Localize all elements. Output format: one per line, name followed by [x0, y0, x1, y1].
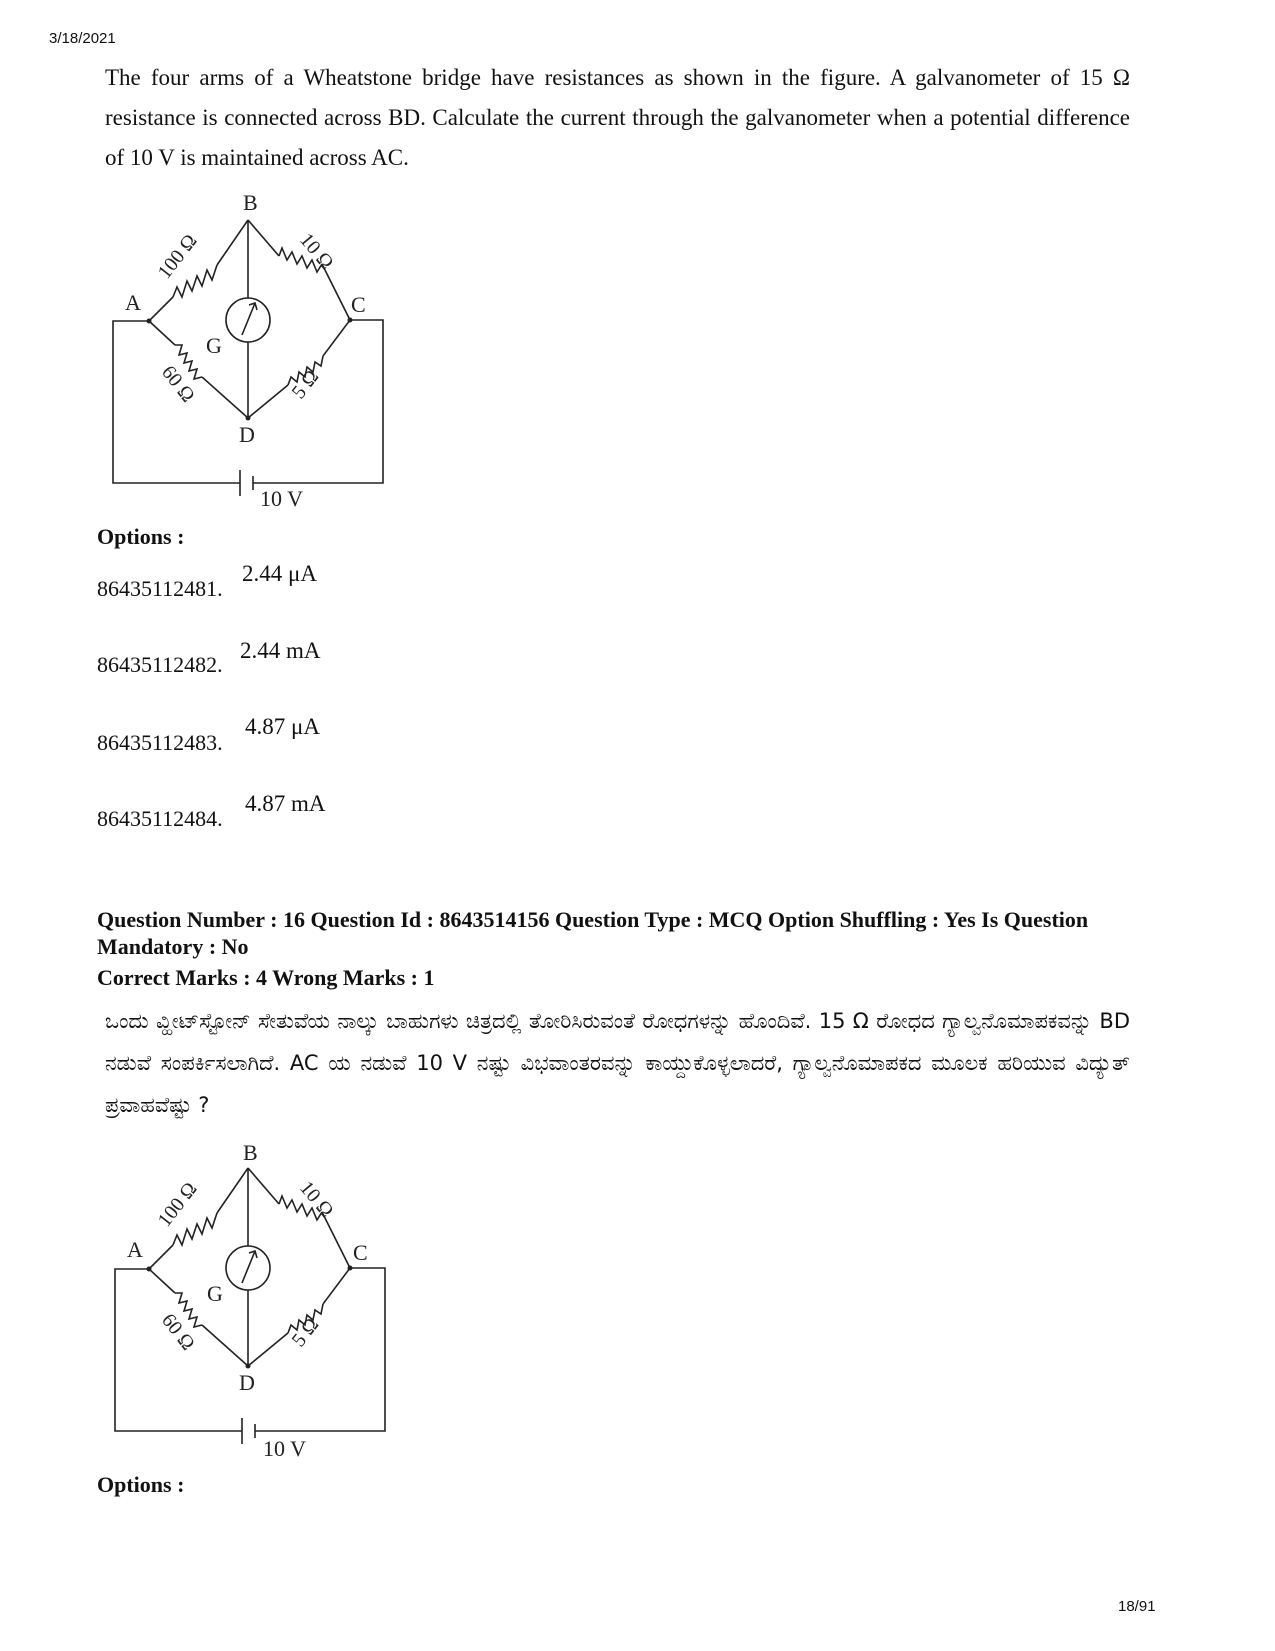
question-16-marks: Correct Marks : 4 Wrong Marks : 1	[97, 965, 435, 990]
options-label: Options :	[97, 1472, 185, 1497]
resistor-dc-label: 5 Ω	[287, 365, 324, 404]
resistor-ab-label: 100 Ω	[153, 230, 202, 284]
node-c-label: C	[351, 292, 366, 317]
option-value: 2.44 mA	[240, 638, 321, 663]
question-16-meta: Question Number : 16 Question Id : 8643514156 Question Type : MCQ Option Shuffling : Yes Is Question Mandatory : No	[97, 907, 1089, 959]
option-id: 86435112482.	[97, 652, 223, 677]
option-value: 2.44 μA	[242, 561, 317, 586]
resistor-bc-label: 10 Ω	[295, 229, 338, 274]
question-15-text: The four arms of a Wheatstone bridge have resistances as shown in the figure. A galvanometer of 15 Ω resistance is connected across BD. Calculate the current through the galvanometer when a potential difference of 10 V is maintained across AC.	[105, 65, 1130, 170]
option-id: 86435112483.	[97, 730, 223, 755]
option-id: 86435112484.	[97, 806, 223, 831]
resistor-ad-label: 60 Ω	[157, 1309, 199, 1355]
node-d-label: D	[239, 1370, 255, 1395]
battery-label: 10 V	[260, 486, 303, 511]
node-g-label: G	[207, 1281, 223, 1306]
node-b-label: B	[243, 190, 258, 215]
page-date: 3/18/2021	[49, 30, 116, 47]
node-c-label: C	[353, 1240, 368, 1265]
resistor-bc-label: 10 Ω	[295, 1177, 338, 1222]
question-16-text: ಒಂದು ವ್ಹೀಟ್‌ಸ್ಟೋನ್ ಸೇತುವೆಯ ನಾಲ್ಕು ಬಾಹುಗಳು ಚಿತ್ರದಲ್ಲಿ ತೋರಿಸಿರುವಂತೆ ರೋಧಗಳನ್ನು ಹೊಂದಿವೆ. 15 Ω ರೋಧದ ಗ್ಯಾಲ್ವನೊಮಾಪಕವನ್ನು BD ನಡುವೆ ಸಂಪರ್ಕಿಸಲಾಗಿದೆ. AC ಯ ನಡುವೆ 10 V ನಷ್ಟು ವಿಭವಾಂತರವನ್ನು ಕಾಯ್ದುಕೊಳ್ಳಲಾದರೆ, ಗ್ಯಾಲ್ವನೊಮಾಪಕದ ಮೂಲಕ ಹರಿಯುವ ವಿದ್ಯುತ್ ಪ್ರವಾಹವೆಷ್ಟು ?	[105, 1009, 1130, 1117]
node-d-label: D	[239, 422, 255, 447]
option-id: 86435112481.	[97, 576, 223, 601]
option-value: 4.87 μA	[245, 714, 320, 739]
node-g-label: G	[206, 333, 222, 358]
wheatstone-bridge-diagram	[105, 1138, 395, 1468]
node-b-label: B	[243, 1140, 258, 1165]
options-label: Options :	[97, 524, 185, 549]
resistor-ad-label: 60 Ω	[157, 361, 199, 407]
node-a-label: A	[125, 290, 141, 315]
node-a-label: A	[127, 1237, 143, 1262]
option-value: 4.87 mA	[245, 791, 326, 816]
resistor-ab-label: 100 Ω	[153, 1178, 202, 1232]
battery-label: 10 V	[263, 1436, 306, 1461]
wheatstone-bridge-diagram	[105, 190, 395, 520]
page-number: 18/91	[1118, 1598, 1156, 1615]
resistor-dc-label: 5 Ω	[287, 1313, 324, 1352]
